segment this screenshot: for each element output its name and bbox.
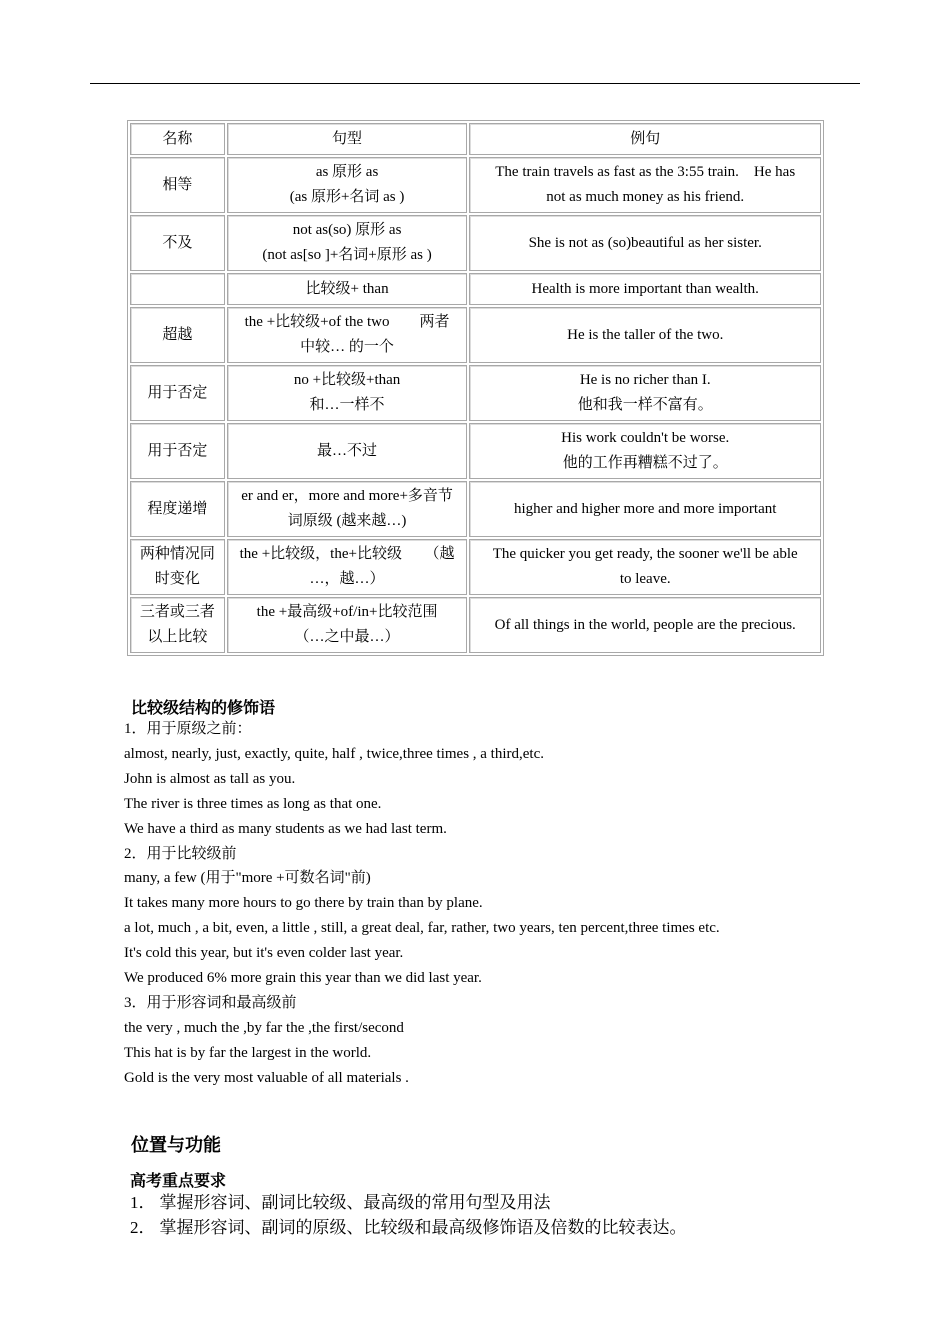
row-name-cell (130, 481, 225, 537)
text-line: Gold is the very most valuable of all materials . (124, 1069, 409, 1086)
list-item-number: 2． (130, 1218, 156, 1237)
cell-text: the +比较级+of the two 两者 (244, 314, 450, 330)
cell-text: His work couldn't be worse. (561, 430, 730, 446)
row-pattern-cell (227, 307, 468, 363)
position-subheading: 高考重点要求 (130, 1171, 227, 1190)
table-row (130, 307, 821, 363)
cell-text: (not as[so ]+名词+原形 as ) (262, 247, 432, 263)
list-item-number: 1． (130, 1193, 156, 1212)
modifiers-body (124, 717, 864, 1091)
text-line: John is almost as tall as you. (124, 770, 296, 787)
table-row (130, 597, 821, 653)
row-example-cell (469, 273, 821, 305)
list-item-text: 掌握形容词、副词的原级、比较级和最高级修饰语及倍数的比较表达。 (159, 1218, 687, 1237)
cell-text: 他的工作再糟糕不过了。 (562, 455, 728, 471)
row-pattern-cell (227, 157, 468, 213)
text-line: We produced 6% more grain this year than we did last year. (124, 970, 482, 987)
cell-text: The quicker you get ready, the sooner we'll be able (492, 546, 798, 562)
cell-text: Health is more important than wealth. (531, 280, 759, 297)
cell-text: 他和我一样不富有。 (577, 397, 713, 413)
row-example-cell (469, 597, 821, 653)
table-header-row (130, 123, 821, 155)
cell-text: 和…一样不 (309, 397, 385, 413)
row-name-cell (130, 273, 225, 305)
row-name-cell (130, 307, 225, 363)
row-name-cell (130, 423, 225, 479)
header-rule (90, 83, 860, 84)
text-line: It takes many more hours to go there by train than by plane. (124, 895, 483, 912)
position-heading: 位置与功能 (131, 1135, 221, 1156)
list-item (130, 1190, 687, 1215)
cell-text: 不及 (162, 234, 193, 251)
text-line: We have a third as many students as we had last term. (124, 820, 447, 837)
cell-text: 用于否定 (147, 384, 208, 401)
cell-text: 相等 (162, 176, 193, 193)
cell-text: 用于否定 (147, 442, 208, 459)
cell-text: 最…不过 (317, 442, 378, 459)
row-name-cell (130, 215, 225, 271)
table-row (130, 157, 821, 213)
cell-text: He is no richer than I. (579, 372, 711, 388)
cell-text: the +比较级，the+比较级 （越 (239, 546, 455, 562)
text-line: a lot, much , a bit, even, a little , still, a great deal, far, rather, two years, ten percent,three times etc. (124, 920, 720, 937)
table-row (130, 273, 821, 305)
text-line: many, a few (用于"more +可数名词"前) (124, 870, 371, 887)
table-row (130, 481, 821, 537)
row-example-cell (469, 157, 821, 213)
text-line: This hat is by far the largest in the world. (124, 1044, 372, 1061)
header-name: 名称 (130, 123, 225, 155)
row-example-cell (469, 215, 821, 271)
row-pattern-cell (227, 273, 468, 305)
cell-text: 超越 (162, 326, 193, 343)
requirements-list (130, 1190, 687, 1240)
cell-text: 中较… 的一个 (300, 339, 394, 355)
table-row (130, 215, 821, 271)
cell-text: (as 原形+名词 as ) (289, 189, 405, 205)
row-example-cell (469, 539, 821, 595)
row-name-cell (130, 539, 225, 595)
cell-text: the +最高级+of/in+比较范围 (256, 604, 438, 620)
cell-text: no +比较级+than (293, 372, 401, 388)
text-line: The river is three times as long as that one. (124, 795, 382, 812)
row-example-cell (469, 365, 821, 421)
row-example-cell (469, 307, 821, 363)
cell-text: as 原形 as (315, 164, 379, 180)
row-pattern-cell (227, 215, 468, 271)
cell-text: higher and higher more and more important (514, 500, 777, 517)
table-row (130, 539, 821, 595)
text-line: almost, nearly, just, exactly, quite, half , twice,three times , a third,etc. (124, 745, 544, 762)
cell-text: Of all things in the world, people are the precious. (494, 616, 796, 633)
row-example-cell (469, 423, 821, 479)
list-item-text: 掌握形容词、副词比较级、最高级的常用句型及用法 (159, 1193, 551, 1212)
cell-text: er and er，more and more+多音节 (241, 488, 453, 504)
modifiers-heading: 比较级结构的修饰语 (131, 698, 276, 717)
text-line: 3．用于形容词和最高级前 (124, 994, 297, 1011)
row-pattern-cell (227, 423, 468, 479)
text-line: the very , much the ,by far the ,the first/second (124, 1019, 404, 1036)
cell-text: 比较级+ than (305, 280, 389, 297)
cell-text: to leave. (619, 571, 671, 587)
row-pattern-cell (227, 481, 468, 537)
cell-text: 词原级 (越来越…) (287, 513, 407, 529)
text-line: It's cold this year, but it's even colder last year. (124, 945, 404, 962)
table-row (130, 365, 821, 421)
cell-text: 以上比较 (147, 629, 208, 645)
cell-text: 程度递增 (147, 500, 208, 517)
cell-text: He is the taller of the two. (567, 326, 724, 343)
row-example-cell (469, 481, 821, 537)
row-name-cell (130, 157, 225, 213)
table-row (130, 423, 821, 479)
text-line: 1．用于原级之前： (124, 721, 252, 737)
cell-text: The train travels as fast as the 3:55 train. He has (495, 164, 796, 180)
comparison-table (127, 120, 824, 656)
cell-text: She is not as (so)beautiful as her sister. (528, 234, 762, 251)
header-example: 例句 (469, 123, 821, 155)
row-pattern-cell (227, 597, 468, 653)
row-name-cell (130, 365, 225, 421)
cell-text: 时变化 (154, 571, 200, 587)
cell-text: 两种情况同 (139, 546, 215, 562)
row-pattern-cell (227, 365, 468, 421)
row-pattern-cell (227, 539, 468, 595)
cell-text: not as(so) 原形 as (292, 222, 402, 238)
text-line: 2．用于比较级前 (124, 845, 237, 862)
list-item (130, 1215, 687, 1240)
cell-text: （…之中最…） (294, 629, 400, 645)
cell-text: not as much money as his friend. (546, 189, 745, 205)
comparison-table-body (130, 123, 821, 653)
cell-text: 三者或三者 (139, 604, 215, 620)
header-pattern: 句型 (227, 123, 468, 155)
row-name-cell (130, 597, 225, 653)
cell-text: …，越…） (309, 571, 385, 587)
